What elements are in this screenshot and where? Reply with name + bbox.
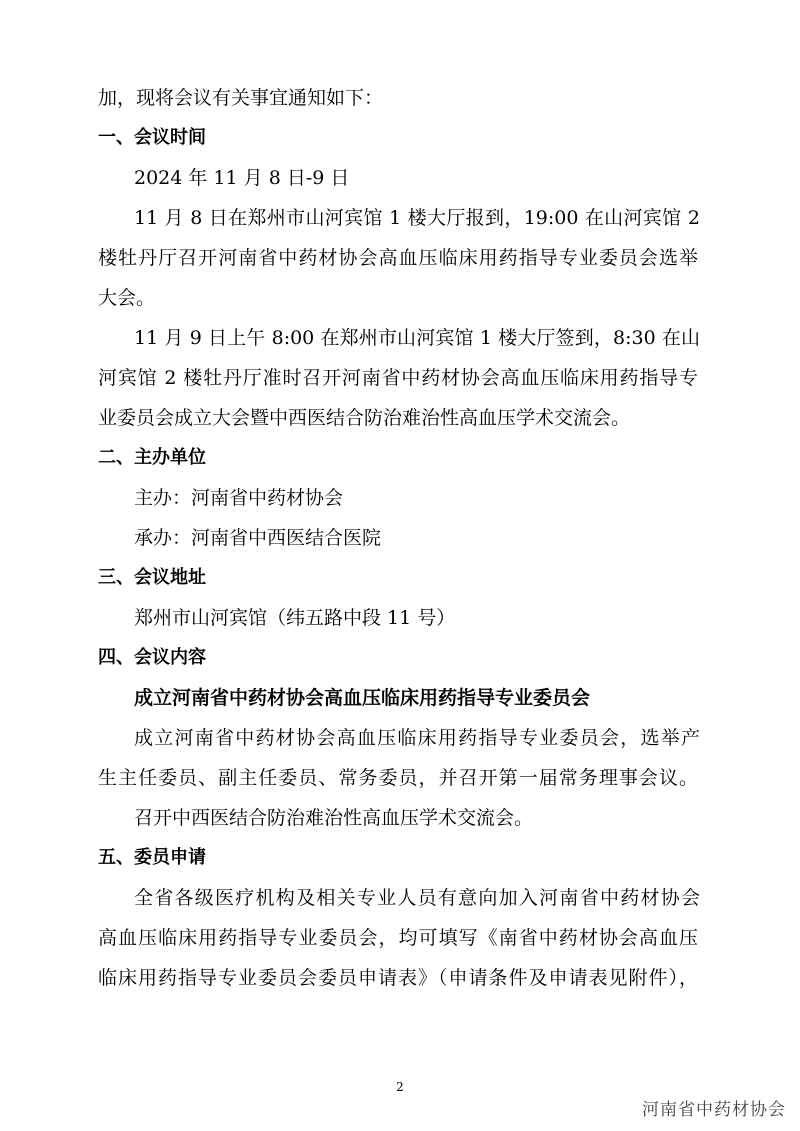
watermark-text: 河南省中药材协会 bbox=[642, 1100, 786, 1120]
body-text-line: 高血压临床用药指导专业委员会，均可填写《南省中药材协会高血压 bbox=[98, 927, 698, 949]
section-heading-application: 五、委员申请 bbox=[98, 847, 206, 868]
body-text-line: 11 月 8 日在郑州市山河宾馆 1 楼大厅报到，19:00 在山河宾馆 2 bbox=[134, 207, 700, 229]
body-text-line: 承办：河南省中西医结合医院 bbox=[134, 527, 382, 549]
body-text-line: 成立河南省中药材协会高血压临床用药指导专业委员会，选举产 bbox=[134, 727, 700, 749]
body-text-line: 11 月 9 日上午 8:00 在郑州市山河宾馆 1 楼大厅签到，8:30 在山 bbox=[134, 327, 700, 349]
body-text-line: 临床用药指导专业委员会委员申请表》（申请条件及申请表见附件）， bbox=[98, 967, 698, 989]
body-text-line: 河宾馆 2 楼牡丹厅准时召开河南省中药材协会高血压临床用药指导专 bbox=[98, 367, 698, 389]
body-text-line: 生主任委员、副主任委员、常务委员，并召开第一届常务理事会议。 bbox=[98, 767, 698, 789]
body-text-line: 郑州市山河宾馆（纬五路中段 11 号） bbox=[134, 607, 456, 629]
subheading-committee: 成立河南省中药材协会高血压临床用药指导专业委员会 bbox=[134, 687, 591, 709]
body-text-line: 大会。 bbox=[98, 287, 156, 309]
body-text-line: 2024 年 11 月 8 日-9 日 bbox=[134, 167, 350, 189]
body-text-line: 主办：河南省中药材协会 bbox=[134, 487, 344, 509]
body-text-line: 召开中西医结合防治难治性高血压学术交流会。 bbox=[134, 807, 534, 829]
body-text-line: 楼牡丹厅召开河南省中药材协会高血压临床用药指导专业委员会选举 bbox=[98, 247, 698, 269]
section-heading-time: 一、会议时间 bbox=[98, 127, 206, 148]
section-heading-organizer: 二、主办单位 bbox=[98, 447, 206, 468]
section-heading-content: 四、会议内容 bbox=[98, 647, 206, 668]
section-heading-address: 三、会议地址 bbox=[98, 567, 206, 588]
body-text-line: 加，现将会议有关事宜通知如下： bbox=[98, 87, 384, 109]
page-number: 2 bbox=[396, 1080, 404, 1094]
body-text-line: 全省各级医疗机构及相关专业人员有意向加入河南省中药材协会 bbox=[134, 887, 700, 909]
body-text-line: 业委员会成立大会暨中西医结合防治难治性高血压学术交流会。 bbox=[98, 407, 631, 429]
